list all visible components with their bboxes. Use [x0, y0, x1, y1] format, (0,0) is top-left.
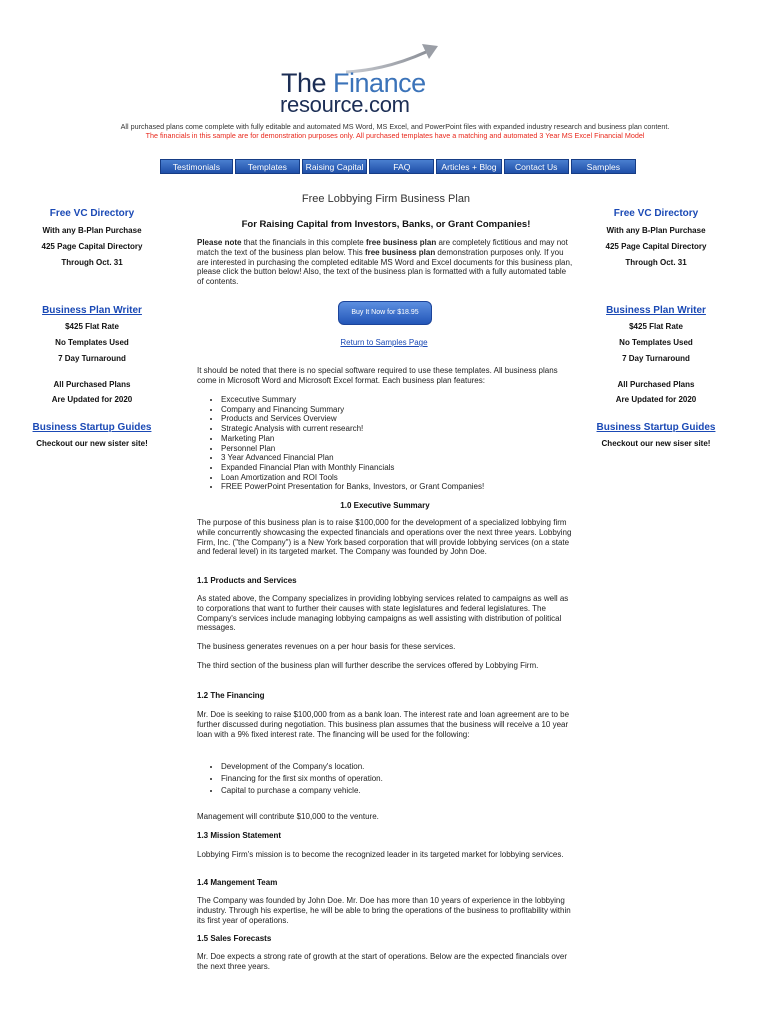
vc-line: 425 Page Capital Directory: [41, 242, 143, 251]
topline-plans-info: All purchased plans come complete with fully editable and automated MS Word, MS Excel, and PowerPoint files with expanded industry research and business plan content.: [120, 122, 670, 131]
nav-samples[interactable]: Samples: [571, 159, 636, 174]
list-item: • Development of the Company's location.: [221, 761, 573, 773]
nav-testimonials[interactable]: Testimonials: [160, 159, 233, 174]
list-item: • Loan Amortization and ROI Tools: [221, 473, 573, 483]
writer-line: No Templates Used: [619, 338, 693, 347]
list-item: • 3 Year Advanced Financial Plan: [221, 453, 573, 463]
left-sidebar: [26, 208, 158, 450]
startup-guides-link[interactable]: Business Startup Guides: [596, 422, 716, 433]
right-sidebar: [590, 208, 722, 450]
mission-text: Lobbying Firm's mission is to become the recognized leader in its targeted market for lobbying services.: [197, 850, 564, 859]
list-item: • Products and Services Overview: [221, 414, 573, 424]
updated-line: All Purchased Plans: [53, 380, 131, 389]
list-item: • Expanded Financial Plan with Monthly Financials: [221, 463, 573, 473]
note-text: demonstration purposes only. If you are interested in purchasing the completed editable MS Word and Excel documents for this business plan, please click the button below! Also, the text of the business plan is formatted with a fully automated table of contents.: [197, 247, 573, 287]
writer-line: 7 Day Turnaround: [622, 354, 690, 363]
guides-line: Checkout our new siser site!: [601, 439, 711, 448]
financing-heading: 1.2 The Financing: [197, 691, 265, 700]
updated-line: Are Updated for 2020: [615, 395, 697, 404]
products-text: As stated above, the Company specializes in providing lobbying services related to campaigns as well as to corporations that want to further their causes with state legislatures and federal legislatures. The Company's services include managing lobbying campaigns as well assisting with distribution of political messages.: [197, 594, 569, 633]
list-item: • FREE PowerPoint Presentation for Banks, Investors, or Grant Companies!: [221, 482, 573, 492]
writer-line: $425 Flat Rate: [629, 322, 683, 331]
business-plan-writer-link[interactable]: Business Plan Writer: [42, 305, 142, 316]
management-contribution: Management will contribute $10,000 to the venture.: [197, 812, 379, 821]
vc-line: With any B-Plan Purchase: [606, 226, 706, 235]
mission-heading: 1.3 Mission Statement: [197, 831, 282, 840]
updated-line: Are Updated for 2020: [51, 395, 133, 404]
products-text: The business generates revenues on a per hour basis for these services.: [197, 642, 456, 651]
startup-guides-link[interactable]: Business Startup Guides: [32, 422, 152, 433]
writer-line: No Templates Used: [55, 338, 129, 347]
main-nav: [160, 159, 636, 174]
vc-directory-link[interactable]: Free VC Directory: [613, 208, 699, 219]
list-item: • Company and Financing Summary: [221, 405, 573, 415]
business-plan-writer-link[interactable]: Business Plan Writer: [606, 305, 706, 316]
note-text: that the financials in this complete: [241, 238, 366, 247]
guides-line: Checkout our new sister site!: [36, 439, 148, 448]
list-item: • Marketing Plan: [221, 434, 573, 444]
nav-contact-us[interactable]: Contact Us: [504, 159, 569, 174]
nav-raising-capital[interactable]: Raising Capital: [302, 159, 367, 174]
features-list: [197, 395, 573, 492]
list-item: • Strategic Analysis with current research!: [221, 424, 573, 434]
writer-line: $425 Flat Rate: [65, 322, 119, 331]
sales-text: Mr. Doe expects a strong rate of growth at the start of operations. Below are the expected financials over the next three years.: [197, 952, 567, 971]
demo-note-paragraph: [197, 238, 573, 287]
logo-resource: resource.com: [280, 92, 410, 117]
site-logo[interactable]: [276, 42, 446, 118]
nav-faq[interactable]: FAQ: [369, 159, 434, 174]
nav-templates[interactable]: Templates: [235, 159, 300, 174]
return-to-samples-link[interactable]: Return to Samples Page: [340, 338, 428, 347]
topline-demo-notice: The financials in this sample are for demonstration purposes only. All purchased templates have a matching and automated 3 Year MS Excel Financial Model: [145, 131, 645, 140]
vc-line: Through Oct. 31: [625, 258, 687, 267]
team-text: The Company was founded by John Doe. Mr. Doe has more than 10 years of experience in the lobbying industry. Through his expertise, he will be able to bring the operations of the business to profitability within its first year of operations.: [197, 896, 571, 925]
main-heading: For Raising Capital from Investors, Banks, or Grant Companies!: [241, 219, 531, 230]
products-text: The third section of the business plan will further describe the services offered by Lobbying Firm.: [197, 661, 539, 670]
note-bold: free business plan: [365, 238, 437, 247]
logo-the: The: [281, 68, 327, 98]
products-heading: 1.1 Products and Services: [197, 576, 297, 585]
list-item: • Excecutive Summary: [221, 395, 573, 405]
vc-line: 425 Page Capital Directory: [605, 242, 707, 251]
buy-now-button[interactable]: Buy It Now for $18.95: [338, 301, 432, 325]
note-text: are completely fictitious and may not match the text of the business plan below. This: [197, 238, 568, 257]
updated-line: All Purchased Plans: [617, 380, 695, 389]
exec-summary-text: The purpose of this business plan is to raise $100,000 for the development of a specialized lobbying firm while concurrently showcasing the expected financials and operations over the next three years. Lobbying Firm, Inc. ("the Company") is a New York based corporation that will provide lobbying services (on a state and federal level) in its targeted market. The Company was founded by John Doe.: [197, 518, 572, 557]
sales-heading: 1.5 Sales Forecasts: [197, 934, 272, 943]
logo-finance: Finance: [333, 68, 426, 98]
note-bold: Please note: [197, 238, 242, 247]
vc-directory-link[interactable]: Free VC Directory: [49, 208, 135, 219]
page-title: Free Lobbying Firm Business Plan: [301, 193, 471, 205]
software-note: It should be noted that there is no special software required to use these templates. All business plans come in Microsoft Word and Microsoft Excel format. Each business plan features:: [197, 366, 558, 385]
writer-line: 7 Day Turnaround: [58, 354, 126, 363]
list-item: • Capital to purchase a company vehicle.: [221, 785, 573, 797]
vc-line: With any B-Plan Purchase: [42, 226, 142, 235]
list-item: • Personnel Plan: [221, 444, 573, 454]
vc-line: Through Oct. 31: [61, 258, 123, 267]
exec-summary-heading: 1.0 Executive Summary: [340, 501, 430, 510]
note-bold: free business plan: [364, 247, 436, 257]
financing-uses-list: [197, 761, 573, 797]
nav-articles-blog[interactable]: Articles + Blog: [436, 159, 501, 174]
list-item: • Financing for the first six months of operation.: [221, 773, 573, 785]
financing-text: Mr. Doe is seeking to raise $100,000 from as a bank loan. The interest rate and loan agreement are to be further discussed during negotiation. This business plan assumes that the business will receive a 10 year loan with a 9% fixed interest rate. The financing will be used for the following:: [197, 710, 570, 739]
team-heading: 1.4 Mangement Team: [197, 878, 278, 887]
